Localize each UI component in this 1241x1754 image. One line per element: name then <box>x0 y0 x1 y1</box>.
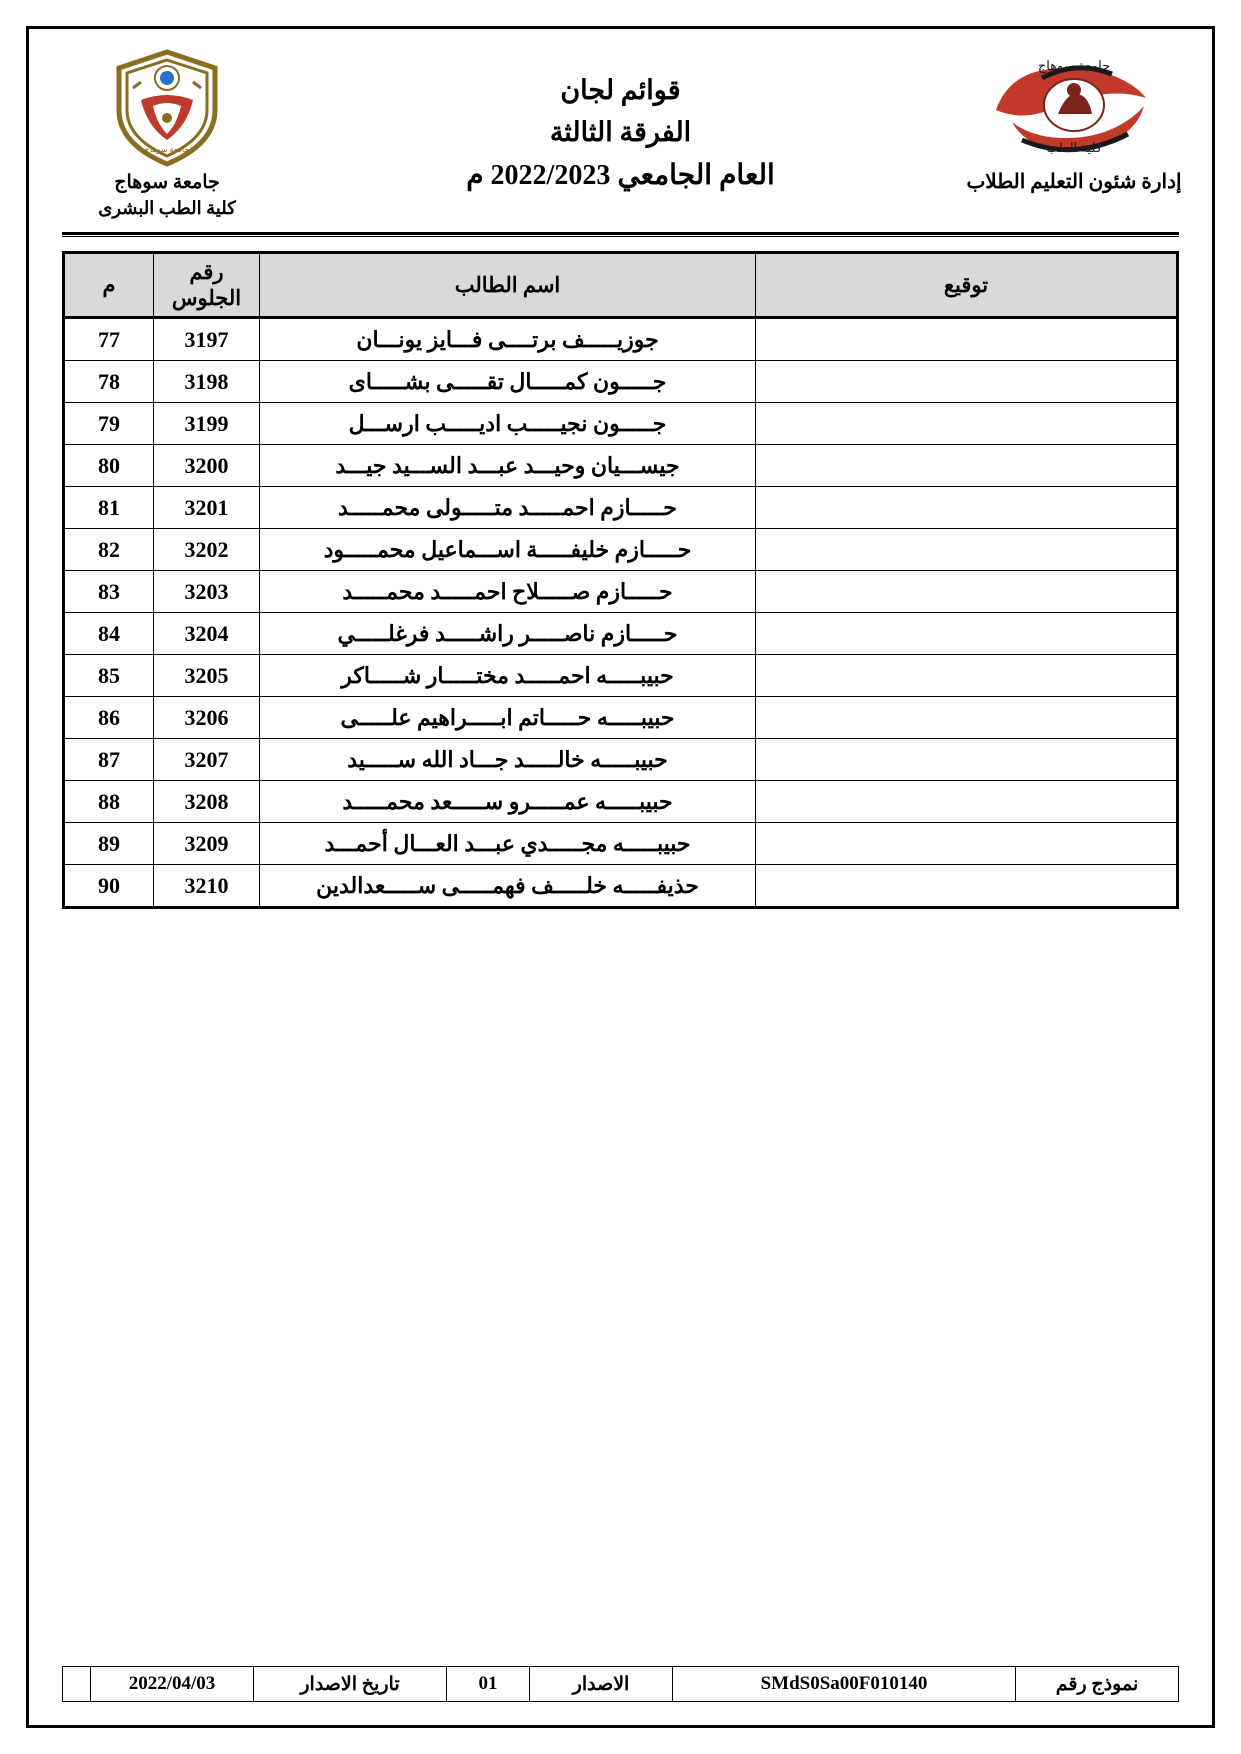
row-index-cell: 87 <box>64 739 154 781</box>
seat-number-cell: 3202 <box>154 529 260 571</box>
row-index-cell: 90 <box>64 865 154 908</box>
student-name-cell: جوزيـــــف برتــــى فـــايز يونـــان <box>260 318 756 361</box>
student-name-cell: حبيبـــــه حـــــاتم ابـــــراهيم علـــــى <box>260 697 756 739</box>
seat-header-line1: رقم <box>189 259 224 284</box>
table-header-row <box>64 253 1178 318</box>
seat-number-cell: 3204 <box>154 613 260 655</box>
signature-cell[interactable] <box>756 865 1178 908</box>
column-header-signature: توقيع <box>756 253 1178 318</box>
seat-number-cell: 3199 <box>154 403 260 445</box>
department-line: إدارة شئون التعليم الطلاب <box>966 171 1182 193</box>
signature-cell[interactable] <box>756 403 1178 445</box>
row-index-cell: 81 <box>64 487 154 529</box>
table-row <box>64 318 1178 361</box>
seat-number-cell: 3197 <box>154 318 260 361</box>
document-header <box>62 48 1182 228</box>
table-row <box>64 487 1178 529</box>
sohag-university-faculty-logo-icon <box>982 48 1167 163</box>
row-index-cell: 84 <box>64 613 154 655</box>
signature-cell[interactable] <box>756 487 1178 529</box>
column-header-student-name: اسم الطالب <box>260 253 756 318</box>
signature-cell[interactable] <box>756 739 1178 781</box>
signature-cell[interactable] <box>756 823 1178 865</box>
footer-row <box>63 1667 1179 1702</box>
university-logo-block <box>62 48 272 220</box>
students-table-body <box>64 318 1178 908</box>
student-name-cell: حبيبـــــه احمـــــد مختـــــار شـــــاكر <box>260 655 756 697</box>
table-row <box>64 529 1178 571</box>
seat-number-cell: 3201 <box>154 487 260 529</box>
student-name-cell: جيســـيان وحيـــد عبـــد الســـيد جيـــد <box>260 445 756 487</box>
table-row <box>64 403 1178 445</box>
svg-text:جامعة سوهاج: جامعة سوهاج <box>144 145 190 154</box>
column-header-index: م <box>64 253 154 318</box>
student-name-cell: حـــــازم احمـــــد متـــــولى محمـــــد <box>260 487 756 529</box>
student-name-cell: حـــــازم خليفـــــة اســـماعيل محمـــــود <box>260 529 756 571</box>
svg-text:كلية الطب: كلية الطب <box>1045 140 1102 155</box>
row-index-cell: 85 <box>64 655 154 697</box>
seat-number-cell: 3205 <box>154 655 260 697</box>
student-name-cell: حذيفـــــه خلـــــف فهمـــــى ســـــعدالدين <box>260 865 756 908</box>
seat-number-cell: 3198 <box>154 361 260 403</box>
svg-text:جامعة سوهاج: جامعة سوهاج <box>1037 58 1110 73</box>
seat-number-cell: 3203 <box>154 571 260 613</box>
table-row <box>64 361 1178 403</box>
row-index-cell: 80 <box>64 445 154 487</box>
row-index-cell: 88 <box>64 781 154 823</box>
header-divider <box>62 232 1179 237</box>
table-row <box>64 571 1178 613</box>
student-name-cell: حبيبـــــه خالـــــد جـــاد الله ســـــيد <box>260 739 756 781</box>
university-name: جامعة سوهاج <box>114 172 220 193</box>
student-name-cell: حـــــازم صـــــلاح احمـــــد محمـــــد <box>260 571 756 613</box>
title-line-2: الفرقة الثالثة <box>549 116 692 147</box>
student-name-cell: جـــــون نجيـــــب اديـــــب ارســـل <box>260 403 756 445</box>
form-number-label: نموذج رقم <box>1016 1667 1179 1702</box>
student-name-cell: جـــــون كمـــــال تقـــــى بشـــــاى <box>260 361 756 403</box>
table-row <box>64 445 1178 487</box>
footer-spacer <box>63 1667 91 1702</box>
seat-header-line2: الجلوس <box>171 286 242 310</box>
table-row <box>64 823 1178 865</box>
seat-number-cell: 3206 <box>154 697 260 739</box>
table-row <box>64 613 1178 655</box>
student-name-cell: حـــــازم ناصـــــر راشـــــد فرغلـــــي <box>260 613 756 655</box>
sohag-university-shield-logo-icon <box>107 48 227 168</box>
seat-number-cell: 3210 <box>154 865 260 908</box>
student-name-cell: حبيبـــــه عمـــــرو ســـــعد محمـــــد <box>260 781 756 823</box>
table-row <box>64 865 1178 908</box>
table-row <box>64 655 1178 697</box>
column-header-seat-number <box>154 253 260 318</box>
document-footer <box>62 1666 1179 1702</box>
seat-number-cell: 3208 <box>154 781 260 823</box>
signature-cell[interactable] <box>756 318 1178 361</box>
seat-number-cell: 3200 <box>154 445 260 487</box>
row-index-cell: 77 <box>64 318 154 361</box>
title-line-3: العام الجامعي 2022/2023 م <box>466 159 775 191</box>
signature-cell[interactable] <box>756 613 1178 655</box>
signature-cell[interactable] <box>756 697 1178 739</box>
row-index-cell: 83 <box>64 571 154 613</box>
title-line-1: قوائم لجان <box>560 75 681 105</box>
students-table <box>62 251 1179 909</box>
issue-value: 01 <box>447 1667 530 1702</box>
signature-cell[interactable] <box>756 529 1178 571</box>
issue-label: الاصدار <box>530 1667 673 1702</box>
student-name-cell: حبيبـــــه مجـــــدي عبـــد العـــال أحمـــد <box>260 823 756 865</box>
row-index-cell: 89 <box>64 823 154 865</box>
row-index-cell: 79 <box>64 403 154 445</box>
row-index-cell: 86 <box>64 697 154 739</box>
signature-cell[interactable] <box>756 571 1178 613</box>
issue-date-label: تاريخ الاصدار <box>254 1667 447 1702</box>
faculty-name: كلية الطب البشرى <box>98 197 236 218</box>
table-row <box>64 697 1178 739</box>
faculty-logo-block <box>966 48 1182 194</box>
row-index-cell: 82 <box>64 529 154 571</box>
table-row <box>64 781 1178 823</box>
form-code-value: SMdS0Sa00F010140 <box>673 1667 1016 1702</box>
table-row <box>64 739 1178 781</box>
issue-date-value: 2022/04/03 <box>91 1667 254 1702</box>
signature-cell[interactable] <box>756 361 1178 403</box>
seat-number-cell: 3209 <box>154 823 260 865</box>
page-title <box>272 48 969 197</box>
signature-cell[interactable] <box>756 445 1178 487</box>
signature-cell[interactable] <box>756 655 1178 697</box>
signature-cell[interactable] <box>756 781 1178 823</box>
row-index-cell: 78 <box>64 361 154 403</box>
seat-number-cell: 3207 <box>154 739 260 781</box>
